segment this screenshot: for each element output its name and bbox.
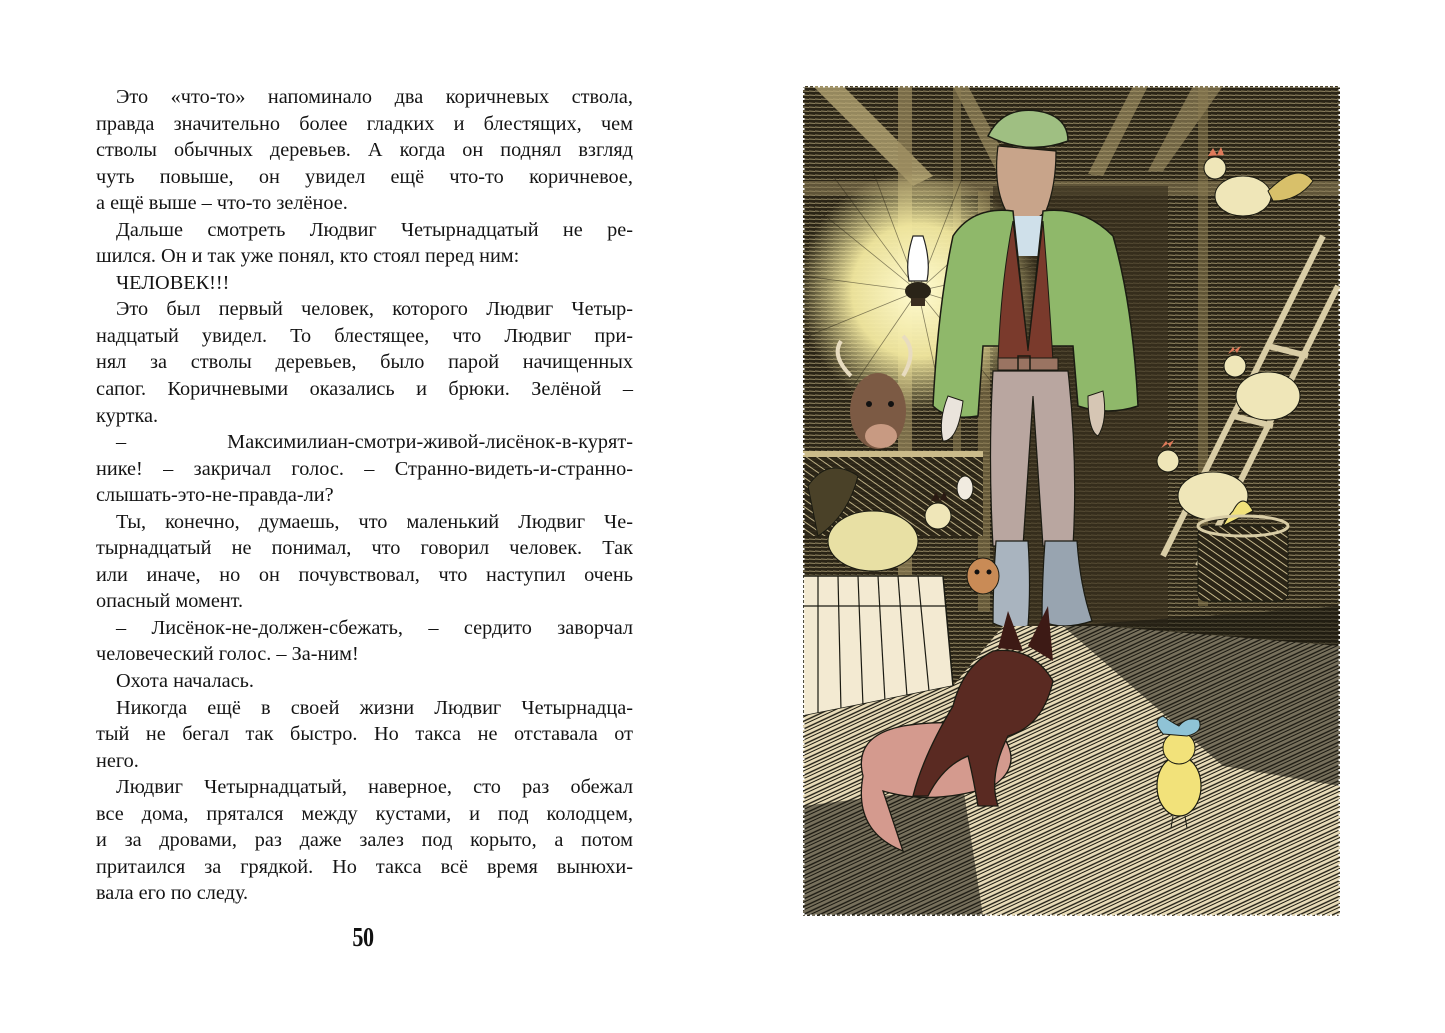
text-line: надцатый увидел. То блестящее, что Людвиг при- — [96, 324, 633, 347]
text-line: Людвиг Четырнадцатый, наверное, сто раз обежал — [116, 776, 633, 799]
text-line: нял за стволы деревьев, было парой начищенных — [96, 351, 633, 374]
text-line: Это был первый человек, которого Людвиг Четыр- — [116, 298, 633, 321]
text-line: правда значительно более гладких и блестящих, чем — [96, 112, 633, 135]
text-line: и за дровами, раз даже залез под корыто, а потом — [96, 829, 633, 852]
text-line: притаился за грядкой. Но такса всё время вынюхи- — [96, 855, 633, 878]
text-line: него. — [96, 749, 139, 772]
text-line: тый не бегал так быстро. Но такса не отставала от — [96, 723, 633, 746]
text-line: Дальше смотреть Людвиг Четырнадцатый не ре- — [116, 218, 633, 241]
text-line: чуть повыше, он увидел ещё что-то коричневое, — [96, 165, 633, 188]
text-line: – Максимилиан-смотри-живой-лисёнок-в-курят- — [116, 431, 633, 454]
text-line: – Лисёнок-не-должен-сбежать, – сердито заворчал — [116, 616, 633, 639]
text-line: Это «что-то» напоминало два коричневых ствола, — [116, 86, 633, 108]
barn-illustration — [803, 86, 1340, 916]
text-line: Никогда ещё в своей жизни Людвиг Четырнадца- — [116, 696, 633, 719]
text-line: опасный момент. — [96, 590, 244, 613]
text-line: все дома, прятался между кустами, и под колодцем, — [96, 802, 633, 825]
text-line: сапог. Коричневыми оказались и брюки. Зелёной – — [96, 378, 633, 401]
text-line: тырнадцатый не понимал, что говорил человек. Так — [96, 537, 633, 560]
text-line: шился. Он и так уже понял, кто стоял перед ним: — [96, 245, 520, 268]
text-line: Охота началась. — [116, 670, 254, 693]
left-page — [0, 0, 720, 1033]
dachshund — [967, 558, 999, 594]
story-text — [96, 84, 633, 907]
illustration-svg — [803, 86, 1340, 916]
text-line: Ты, конечно, думаешь, что маленький Людвиг Че- — [116, 510, 633, 533]
text-line: нике! – закричал голос. – Странно-видеть-и-странно- — [96, 457, 633, 480]
page-number: 50 — [352, 922, 374, 952]
text-line: вала его по следу. — [96, 882, 249, 905]
text-line: куртка. — [96, 404, 159, 427]
text-line: стволы обычных деревьев. А когда он поднял взгляд — [96, 139, 633, 162]
text-line: или иначе, но он почувствовал, что наступил очень — [96, 563, 633, 586]
text-line: человеческий голос. – За-ним! — [96, 643, 359, 666]
text-line: а ещё выше – что-то зелёное. — [96, 192, 348, 215]
text-line: слышать-это-не-правда-ли? — [96, 484, 334, 507]
text-line: ЧЕЛОВЕК!!! — [116, 271, 230, 294]
